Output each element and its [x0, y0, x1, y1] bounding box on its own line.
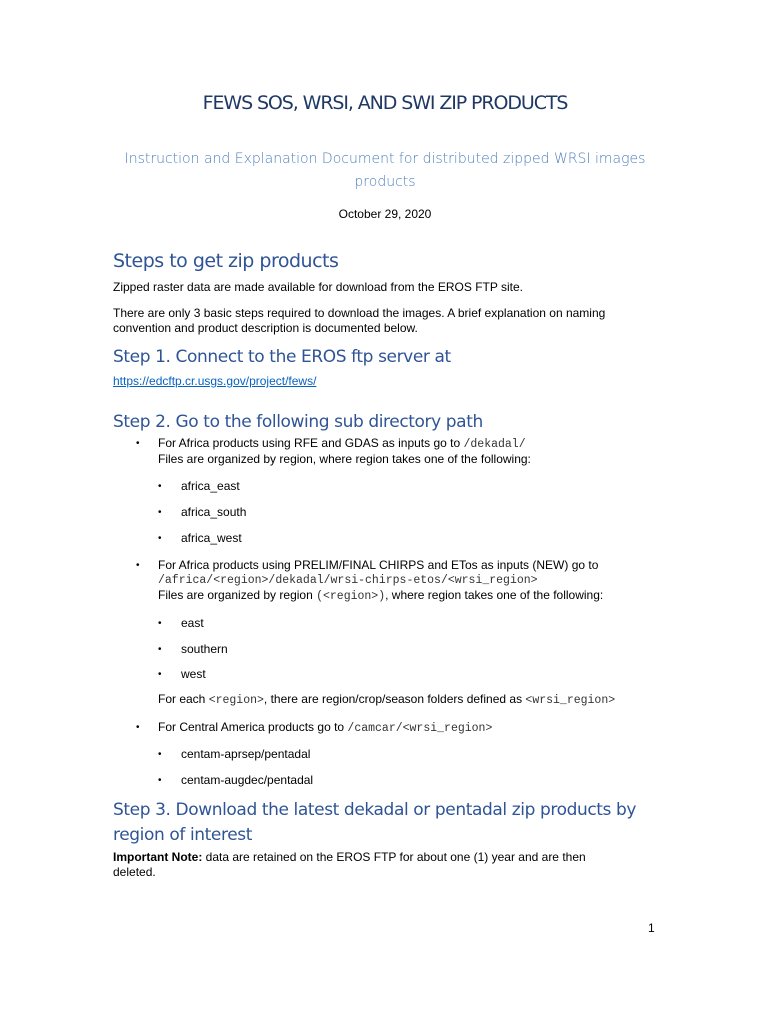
intro-paragraph-1: Zipped raster data are made available for download from the EROS FTP site. — [113, 280, 523, 294]
step3-heading-line2: region of interest — [113, 825, 252, 845]
region-item: africa_west — [181, 531, 242, 545]
eros-ftp-link[interactable]: https://edcftp.cr.usgs.gov/project/fews/ — [113, 374, 317, 388]
document-subtitle: Instruction and Explanation Document for distributed zipped WRSI images products — [124, 151, 646, 190]
section-heading: Steps to get zip products — [113, 250, 339, 272]
document-title: FEWS SOS, WRSI, AND SWI ZIP PRODUCTS — [202, 92, 568, 114]
sub-bullet: • — [158, 775, 162, 786]
region-item: africa_south — [181, 505, 247, 519]
sub-bullet: • — [158, 618, 162, 629]
region-item: centam-augdec/pentadal — [181, 773, 314, 787]
region-code: (<region>) — [316, 590, 386, 603]
region-item: africa_east — [181, 479, 240, 493]
camcar-path: /camcar/<wrsi_region> — [347, 722, 493, 735]
important-note-text: data are retained on the EROS FTP for about one (1) year and are then — [202, 850, 586, 864]
region-folders-note — [158, 692, 615, 708]
note-text: For each — [158, 692, 209, 706]
region-item: centam-aprsep/pentadal — [181, 747, 311, 761]
bullet: • — [136, 438, 140, 449]
step2-heading: Step 2. Go to the following sub directory path — [113, 412, 483, 432]
sub-bullet: • — [158, 644, 162, 655]
sub-bullet: • — [158, 749, 162, 760]
bullet: • — [136, 722, 140, 733]
dekadal-path: /dekadal/ — [463, 438, 526, 451]
intro-paragraph-2-line1: There are only 3 basic steps required to download the images. A brief explanation on naming — [113, 306, 606, 320]
important-note-line2: deleted. — [113, 865, 156, 879]
bullet: • — [136, 560, 140, 571]
region-item: west — [181, 667, 206, 681]
important-note — [113, 850, 586, 865]
wrsi-region-code: <wrsi_region> — [525, 694, 616, 707]
chirps-regions-text-end: , where region takes one of the following: — [385, 588, 604, 602]
africa-rfe-text: For Africa products using RFE and GDAS as inputs go to — [158, 436, 464, 450]
africa-chirps-text: For Africa products using PRELIM/FINAL CHIRPS and ETos as inputs (NEW) go to — [158, 558, 599, 572]
page-number: 1 — [648, 921, 655, 935]
africa-rfe-regions-text: Files are organized by region, where region takes one of the following: — [158, 452, 531, 466]
chirps-regions-text: Files are organized by region — [158, 588, 317, 602]
central-america-item — [158, 720, 492, 736]
region-code: <region> — [208, 694, 264, 707]
sub-bullet: • — [158, 481, 162, 492]
central-america-text: For Central America products go to — [158, 720, 348, 734]
document-date: October 29, 2020 — [338, 207, 432, 221]
sub-bullet: • — [158, 533, 162, 544]
intro-paragraph-2-line2: convention and product description is documented below. — [113, 321, 418, 335]
chirps-regions-line — [158, 588, 603, 604]
important-note-label: Important Note: — [113, 850, 203, 864]
step3-heading-line1: Step 3. Download the latest dekadal or pentadal zip products by — [113, 800, 637, 820]
sub-bullet: • — [158, 507, 162, 518]
africa-rfe-item — [158, 436, 526, 452]
region-item: east — [181, 616, 204, 630]
step1-heading: Step 1. Connect to the EROS ftp server at — [113, 347, 451, 367]
chirps-path: /africa/<region>/dekadal/wrsi-chirps-etos/<wrsi_region> — [158, 574, 538, 587]
region-item: southern — [181, 642, 228, 656]
sub-bullet: • — [158, 669, 162, 680]
note-text-mid: , there are region/crop/season folders defined as — [263, 692, 526, 706]
